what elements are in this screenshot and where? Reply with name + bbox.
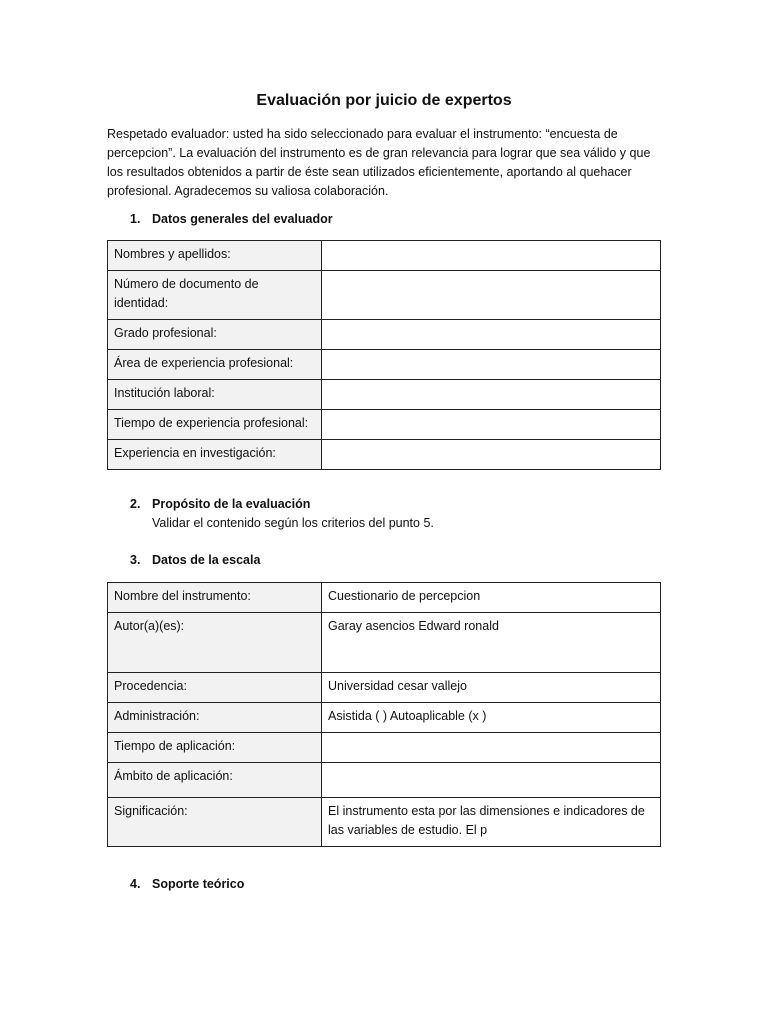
row-label: Autor(a)(es):	[108, 613, 322, 673]
section-3-heading	[130, 553, 260, 567]
section-number: 2.	[130, 497, 141, 511]
table-row	[108, 703, 661, 733]
row-label: Grado profesional:	[108, 320, 322, 350]
table-row	[108, 380, 661, 410]
row-value: Cuestionario de percepcion	[322, 583, 661, 613]
section-number: 4.	[130, 877, 141, 891]
row-label: Área de experiencia profesional:	[108, 350, 322, 380]
table-row	[108, 613, 661, 673]
section-number: 1.	[130, 212, 141, 226]
row-label: Tiempo de experiencia profesional:	[108, 410, 322, 440]
page-title: Evaluación por juicio de expertos	[256, 92, 512, 109]
table-row	[108, 241, 661, 271]
row-label: Institución laboral:	[108, 380, 322, 410]
row-value: Asistida ( ) Autoaplicable (x )	[322, 703, 661, 733]
row-value-field[interactable]	[322, 350, 661, 380]
row-label: Procedencia:	[108, 673, 322, 703]
section-title: Datos generales del evaluador	[152, 212, 333, 226]
row-value-field[interactable]	[322, 271, 661, 320]
table-row	[108, 673, 661, 703]
intro-paragraph: Respetado evaluador: usted ha sido seleccionado para evaluar el instrumento: “encuesta de percepcion”. La evaluación del instrumento es de gran relevancia para lograr que sea válido y que los resultados obtenidos a partir de éste sean utilizados eficientemente, aportando al quehacer profesional. Agradecemos su valiosa colaboración.	[107, 127, 651, 198]
table-row	[108, 583, 661, 613]
row-label: Tiempo de aplicación:	[108, 733, 322, 763]
section-title: Propósito de la evaluación	[152, 497, 311, 511]
table-row	[108, 320, 661, 350]
row-value-field[interactable]	[322, 733, 661, 763]
section-number: 3.	[130, 553, 141, 567]
scale-table	[107, 582, 661, 847]
row-value: El instrumento esta por las dimensiones e indicadores de las variables de estudio. El p	[322, 798, 661, 847]
row-value-field[interactable]	[322, 380, 661, 410]
row-label: Número de documento de identidad:	[108, 271, 322, 320]
row-value-field[interactable]	[322, 410, 661, 440]
evaluator-table	[107, 240, 661, 470]
row-value-field[interactable]	[322, 763, 661, 798]
table-row	[108, 763, 661, 798]
table-row	[108, 440, 661, 470]
table-row	[108, 733, 661, 763]
row-label: Ámbito de aplicación:	[108, 763, 322, 798]
section-2-body: Validar el contenido según los criterios del punto 5.	[152, 516, 434, 530]
row-label: Significación:	[108, 798, 322, 847]
row-value-field[interactable]	[322, 320, 661, 350]
row-value: Garay asencios Edward ronald	[322, 613, 661, 673]
row-label: Experiencia en investigación:	[108, 440, 322, 470]
row-label: Nombres y apellidos:	[108, 241, 322, 271]
row-value-field[interactable]	[322, 241, 661, 271]
table-row	[108, 271, 661, 320]
table-row	[108, 798, 661, 847]
section-2-heading	[130, 497, 310, 511]
row-value: Universidad cesar vallejo	[322, 673, 661, 703]
section-4-heading	[130, 877, 244, 891]
section-title: Datos de la escala	[152, 553, 261, 567]
section-title: Soporte teórico	[152, 877, 245, 891]
row-label: Nombre del instrumento:	[108, 583, 322, 613]
section-1-heading	[130, 212, 333, 226]
table-row	[108, 350, 661, 380]
table-row	[108, 410, 661, 440]
row-label: Administración:	[108, 703, 322, 733]
row-value-field[interactable]	[322, 440, 661, 470]
